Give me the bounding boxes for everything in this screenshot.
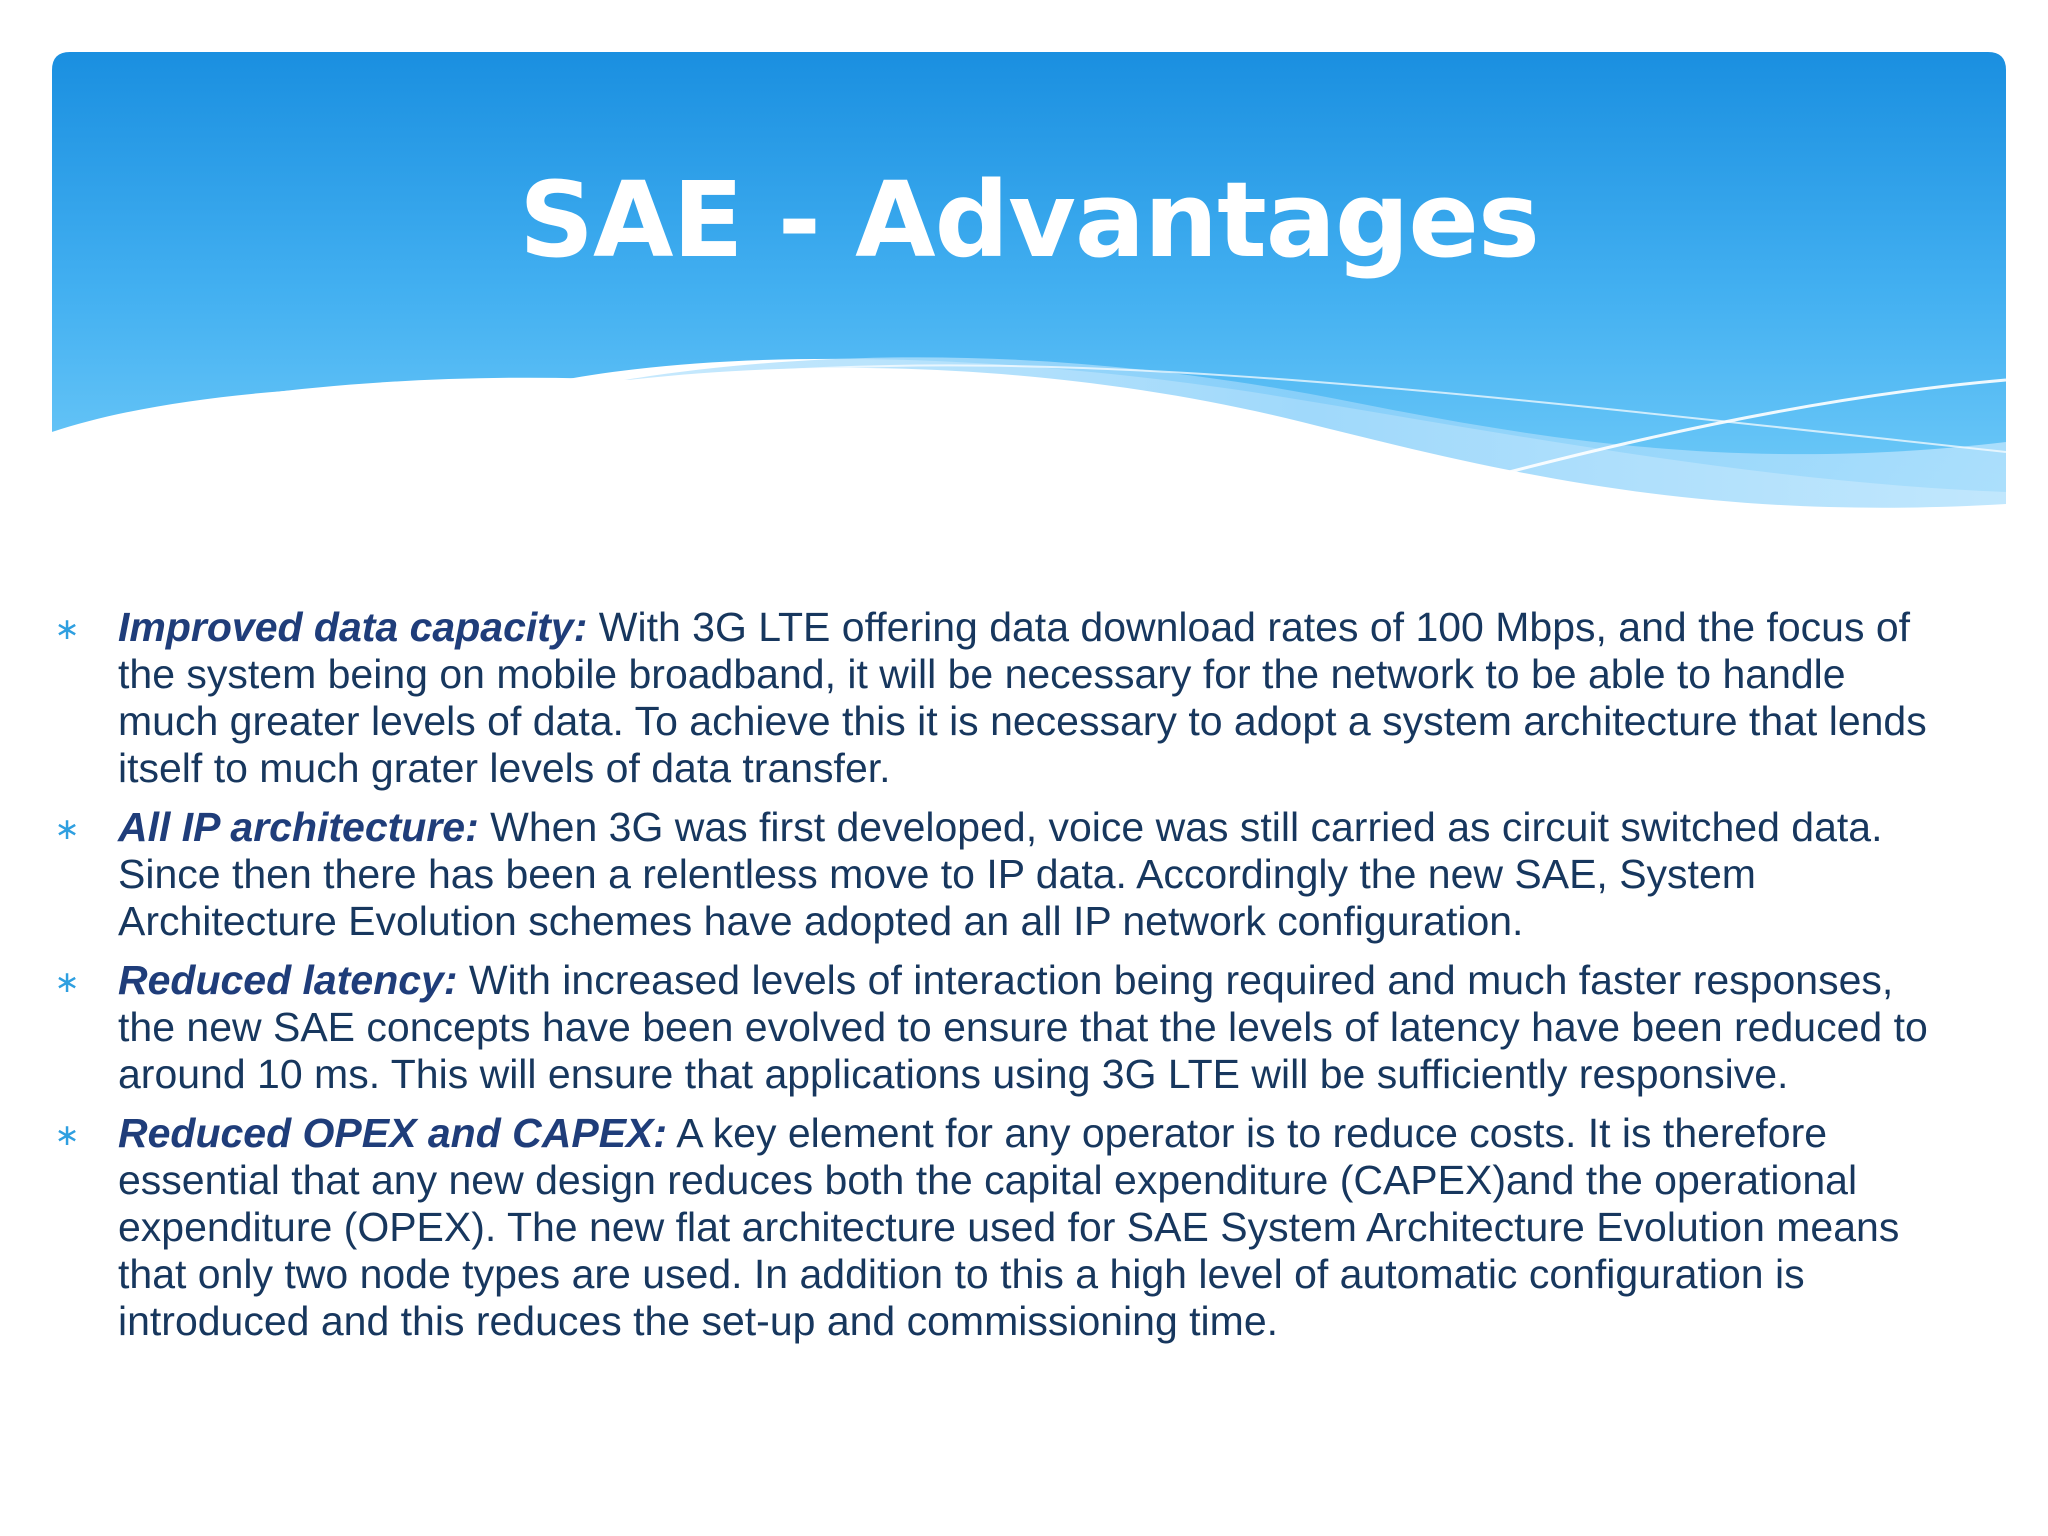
bullet-term: Reduced OPEX and CAPEX: <box>118 1110 668 1156</box>
bullet-item <box>52 1110 1952 1345</box>
bullet-item <box>52 957 1952 1098</box>
asterisk-bullet-icon: ∗ <box>54 612 80 647</box>
bullet-term: Improved data capacity: <box>118 604 588 650</box>
bullet-term: All IP architecture: <box>118 804 479 850</box>
bullet-text: A key element for any operator is to reduce costs. It is therefore essential that any new design reduces both the capital expenditure (CAPEX)and the operational expenditure (OPEX). The new flat architecture used for SAE System Architecture Evolution means that only two node types are used. In addition to this a high level of automatic configuration is introduced and this reduces the set-up and commissioning time. <box>118 1110 1900 1344</box>
header-banner <box>52 52 2006 572</box>
bullet-list <box>52 604 1952 1357</box>
slide-title: SAE - Advantages <box>519 159 1539 281</box>
asterisk-bullet-icon: ∗ <box>54 812 80 847</box>
bullet-item <box>52 604 1952 792</box>
asterisk-bullet-icon: ∗ <box>54 1118 80 1153</box>
bullet-text: When 3G was first developed, voice was still carried as circuit switched data. Since then there has been a relentless move to IP data. Accordingly the new SAE, System Architecture Evolution schemes have adopted an all IP network configuration. <box>118 804 1883 944</box>
header-wave-graphic <box>52 52 2006 572</box>
bullet-term: Reduced latency: <box>118 957 458 1003</box>
bullet-item <box>52 804 1952 945</box>
bullet-text: With 3G LTE offering data download rates of 100 Mbps, and the focus of the system being on mobile broadband, it will be necessary for the network to be able to handle much greater levels of data. To achieve this it is necessary to adopt a system architecture that lends itself to much grater levels of data transfer. <box>118 604 1927 791</box>
asterisk-bullet-icon: ∗ <box>54 965 80 1000</box>
bullet-text: With increased levels of interaction being required and much faster responses, the new SAE concepts have been evolved to ensure that the levels of latency have been reduced to around 10 ms. This will ensure that applications using 3G LTE will be sufficiently responsive. <box>118 957 1928 1097</box>
